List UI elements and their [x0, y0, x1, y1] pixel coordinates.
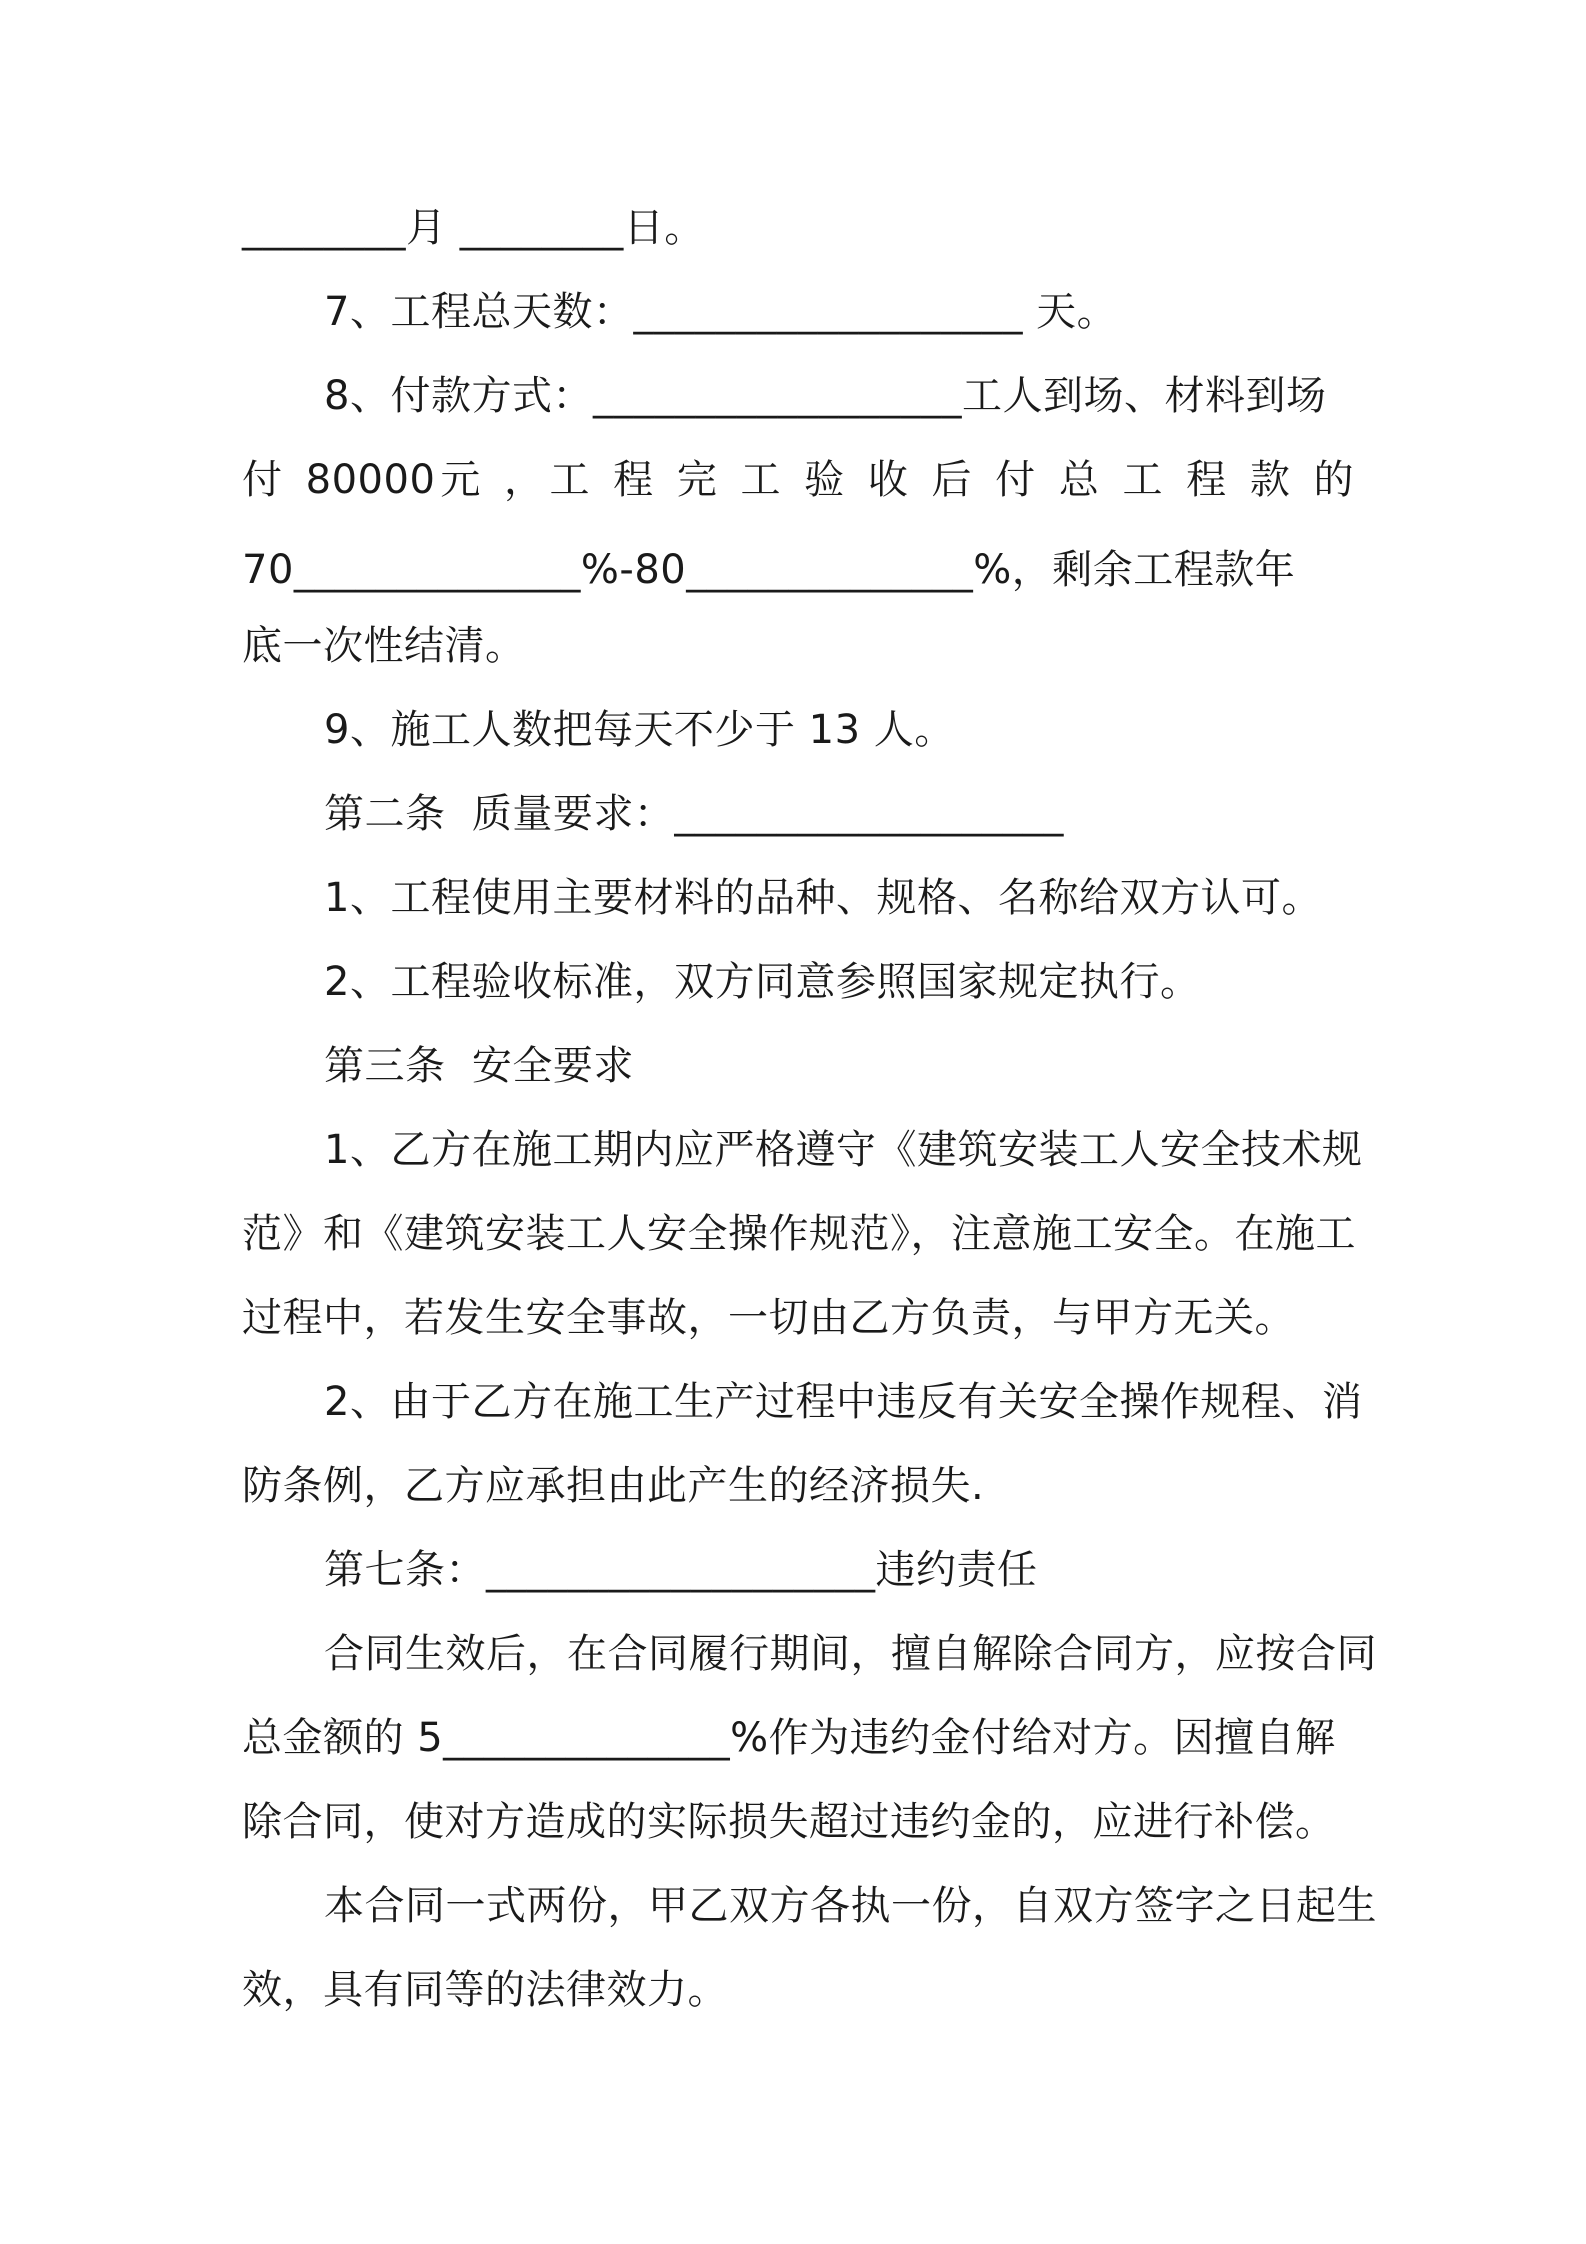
copies-paragraph-line-2: 效，具有同等的法律效力。	[242, 1967, 728, 2013]
safety-item-2-line-1: 2、由于乙方在施工生产过程中违反有关安全操作规程、消	[324, 1379, 1363, 1425]
safety-item-1-line-3: 过程中，若发生安全事故，一切由乙方负责，与甲方无关。	[242, 1295, 1295, 1341]
article-3-heading: 第三条 安全要求	[324, 1043, 634, 1089]
date-blank-line: ________月 ________日。	[242, 205, 705, 251]
copies-paragraph-line-1: 本合同一式两份，甲乙双方各执一份，自双方签字之日起生	[324, 1883, 1377, 1929]
safety-item-1-line-1: 1、乙方在施工期内应严格遵守《建筑安装工人安全技术规	[324, 1127, 1363, 1173]
quality-item-1: 1、工程使用主要材料的品种、规格、名称给双方认可。	[324, 875, 1322, 921]
worker-count-line: 9、施工人数把每天不少于 13 人。	[324, 707, 955, 753]
safety-item-1-line-2: 范》和《建筑安装工人安全操作规范》，注意施工安全。在施工	[242, 1211, 1356, 1257]
article-7-heading: 第七条：___________________违约责任	[324, 1547, 1038, 1593]
payment-percent-line: 70______________%-80______________%，剩余工程款年	[242, 547, 1296, 593]
breach-paragraph-line-2: 总金额的 5______________%作为违约金付给对方。因擅自解	[242, 1715, 1336, 1761]
breach-paragraph-line-3: 除合同，使对方造成的实际损失超过违约金的，应进行补偿。	[242, 1799, 1336, 1845]
article-2-heading: 第二条 质量要求：___________________	[324, 791, 1064, 837]
payment-method-line: 8、付款方式：__________________工人到场、材料到场	[324, 373, 1327, 419]
payment-settlement-line: 底一次性结清。	[242, 623, 526, 669]
quality-item-2: 2、工程验收标准，双方同意参照国家规定执行。	[324, 959, 1201, 1005]
total-days-line: 7、工程总天数：___________________ 天。	[324, 289, 1118, 335]
payment-amount-line: 付 80000元 ，工 程 完 工 验 收 后 付 总 工 程 款 的	[242, 457, 1354, 503]
safety-item-2-line-2: 防条例，乙方应承担由此产生的经济损失.	[242, 1463, 985, 1509]
breach-paragraph-line-1: 合同生效后，在合同履行期间，擅自解除合同方，应按合同	[324, 1631, 1377, 1677]
